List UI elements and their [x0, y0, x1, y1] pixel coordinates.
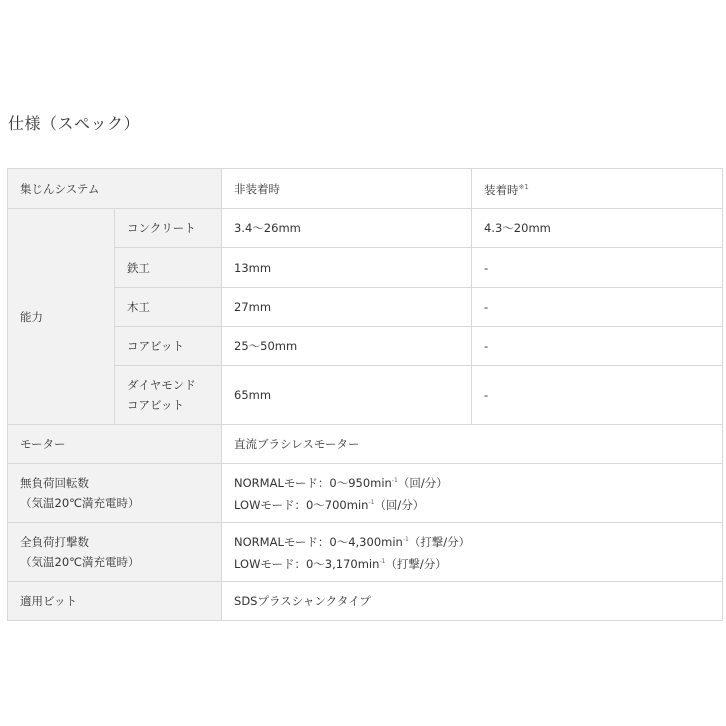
- table-row: [8, 464, 723, 523]
- table-row: [8, 523, 723, 582]
- spec-table: [7, 168, 723, 621]
- capacity-value-with: -: [472, 327, 723, 366]
- capacity-value-without: 13mm: [222, 248, 472, 288]
- table-row: [8, 366, 723, 425]
- table-row: [8, 248, 723, 288]
- table-row: [8, 327, 723, 366]
- table-row: [8, 169, 723, 209]
- capacity-value-with: -: [472, 248, 723, 288]
- table-row: [8, 582, 723, 621]
- noload-speed-label: 無負荷回転数 （気温20℃満充電時）: [8, 464, 222, 523]
- capacity-name: 木工: [115, 288, 222, 327]
- footnote-mark: ※1: [518, 183, 529, 191]
- capacity-name: コアビット: [115, 327, 222, 366]
- applicable-bit-value: SDSプラスシャンクタイプ: [222, 582, 723, 621]
- capacity-value-without: 65mm: [222, 366, 472, 425]
- noload-speed-value: NORMALモード：$0\sim 950\min^{-1}$（回/分） LOWモード：$0\sim 700\min^{-1}$（回/分）: [222, 464, 723, 523]
- table-row: [8, 209, 723, 248]
- capacity-value-with: -: [472, 288, 723, 327]
- fullload-impact-label: 全負荷打撃数 （気温20℃満充電時）: [8, 523, 222, 582]
- without-dust-header: 非装着時: [222, 169, 472, 209]
- motor-value: 直流ブラシレスモーター: [222, 425, 723, 464]
- capacity-value-without: 3.4～26mm: [222, 209, 472, 248]
- fullload-impact-value: NORMALモード：$0\sim 4,300\min^{-1}$（打撃/分） LOWモード：$0\sim 3,170\min^{-1}$（打撃/分）: [222, 523, 723, 582]
- capacity-value-with: -: [472, 366, 723, 425]
- page-title: 仕様（スペック）: [8, 114, 141, 133]
- capacity-name: 鉄工: [115, 248, 222, 288]
- capacity-name: コンクリート: [115, 209, 222, 248]
- capacity-value-without: 25～50mm: [222, 327, 472, 366]
- motor-label: モーター: [8, 425, 222, 464]
- table-row: [8, 425, 723, 464]
- dust-system-label: 集じんシステム: [8, 169, 222, 209]
- capacity-name: ダイヤモンド コアビット: [115, 366, 222, 425]
- table-row: [8, 288, 723, 327]
- capacity-value-without: 27mm: [222, 288, 472, 327]
- capacity-value-with: 4.3～20mm: [472, 209, 723, 248]
- capacity-label: 能力: [8, 209, 115, 425]
- applicable-bit-label: 適用ビット: [8, 582, 222, 621]
- with-dust-header: 装着時$^{※1}$: [472, 169, 723, 209]
